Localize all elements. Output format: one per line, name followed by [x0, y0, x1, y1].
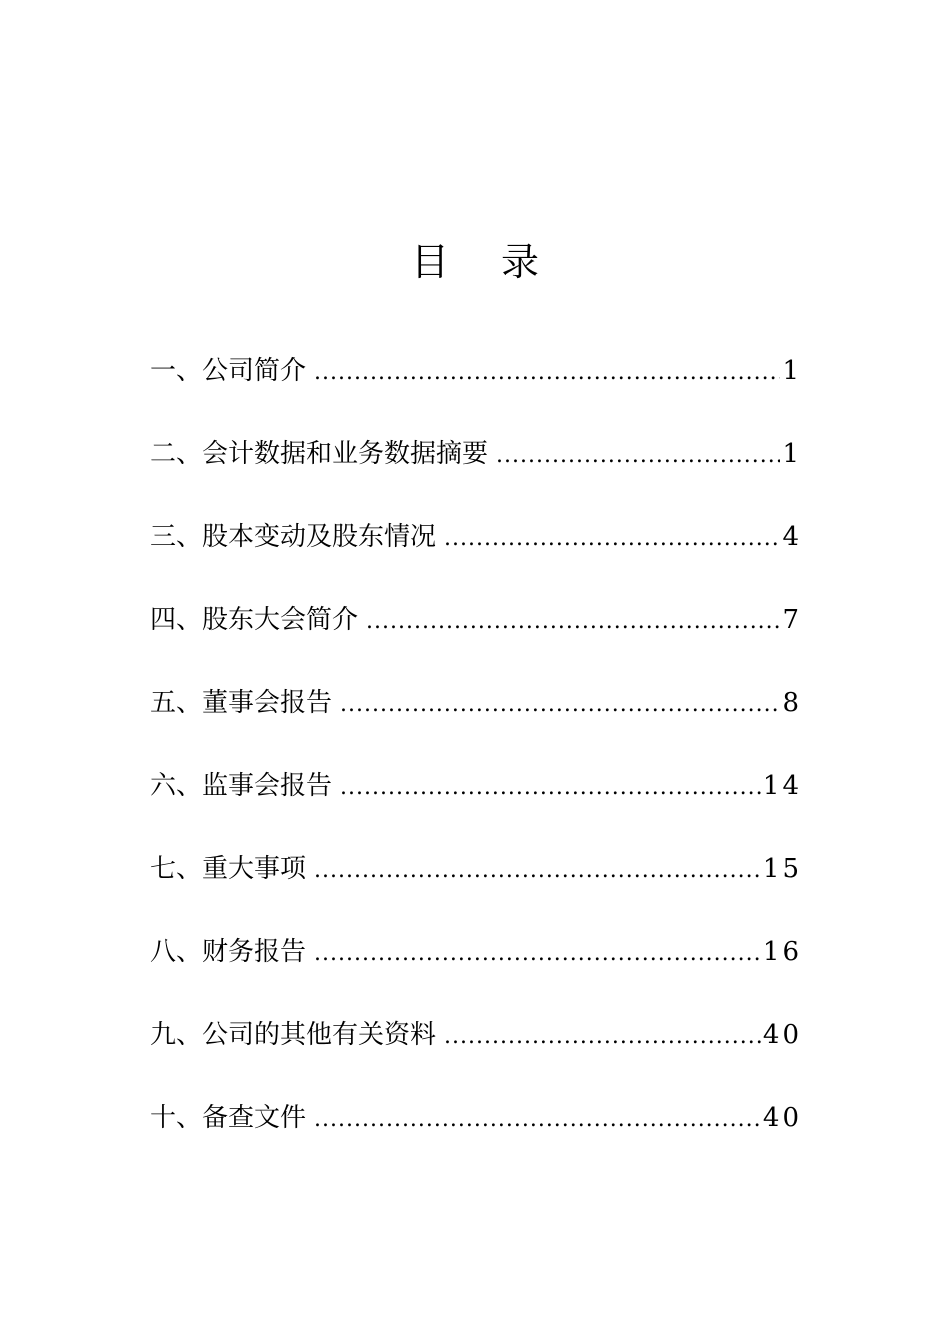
title-char-2: 录	[501, 240, 540, 284]
toc-page-number: 1	[782, 356, 802, 386]
dot-leader	[314, 348, 780, 398]
toc-entry-label: 七、重大事项	[150, 854, 307, 884]
toc-page-number: 8	[782, 688, 802, 718]
toc-page-number: 1	[782, 439, 802, 469]
toc-entry[interactable]	[150, 1093, 802, 1176]
dot-leader	[340, 763, 761, 813]
dot-leader	[366, 597, 780, 647]
toc-entry-label: 二、会计数据和业务数据摘要	[150, 439, 489, 469]
dot-leader	[496, 431, 780, 481]
toc-entry[interactable]	[150, 761, 802, 844]
toc-page-number: 40	[762, 1020, 802, 1050]
dot-leader	[314, 929, 761, 979]
toc-page-number: 40	[762, 1103, 802, 1133]
toc-entry-label: 六、监事会报告	[150, 771, 333, 801]
toc-page-number: 15	[762, 854, 802, 884]
dot-leader	[444, 1012, 761, 1062]
page-title	[0, 236, 950, 288]
toc-entry[interactable]	[150, 844, 802, 927]
toc-entry[interactable]	[150, 346, 802, 429]
dot-leader	[444, 514, 780, 564]
toc-entry[interactable]	[150, 595, 802, 678]
toc-entry[interactable]	[150, 512, 802, 595]
toc-entry-label: 九、公司的其他有关资料	[150, 1020, 437, 1050]
table-of-contents	[150, 346, 802, 1176]
toc-entry-label: 十、备查文件	[150, 1103, 307, 1133]
toc-page-number: 7	[782, 605, 802, 635]
toc-page-number: 14	[762, 771, 802, 801]
toc-entry-label: 八、财务报告	[150, 937, 307, 967]
title-char-1: 目	[410, 240, 449, 284]
toc-entry-label: 一、公司简介	[150, 356, 307, 386]
dot-leader	[340, 680, 780, 730]
toc-entry[interactable]	[150, 429, 802, 512]
dot-leader	[314, 846, 761, 896]
toc-entry[interactable]	[150, 927, 802, 1010]
toc-entry[interactable]	[150, 1010, 802, 1093]
toc-page-number: 4	[782, 522, 802, 552]
dot-leader	[314, 1095, 761, 1145]
toc-entry[interactable]	[150, 678, 802, 761]
toc-entry-label: 四、股东大会简介	[150, 605, 359, 635]
toc-entry-label: 三、股本变动及股东情况	[150, 522, 437, 552]
toc-page-number: 16	[762, 937, 802, 967]
toc-entry-label: 五、董事会报告	[150, 688, 333, 718]
